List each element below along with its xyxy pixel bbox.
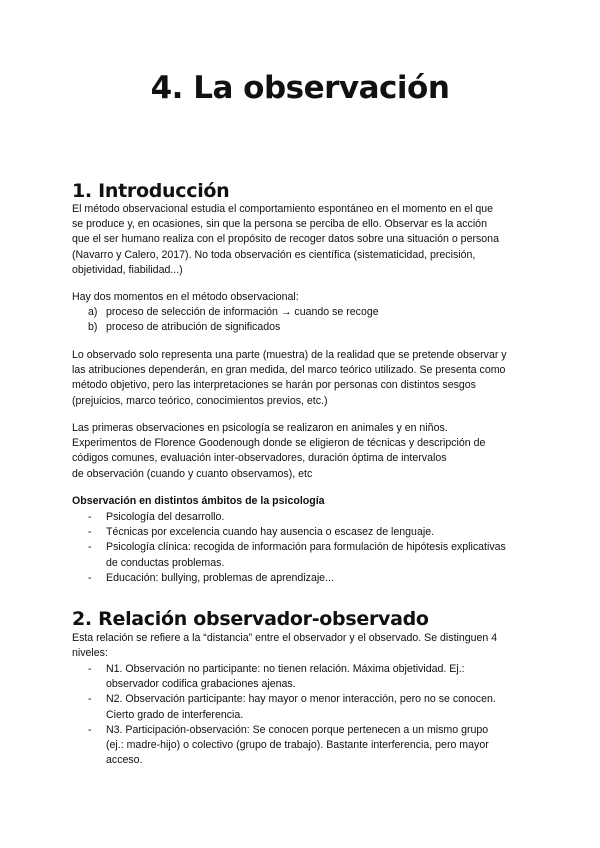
- text-line: Esta relación se refiere a la “distancia” entre el observador y el observado. Se distinguen 4: [72, 632, 498, 644]
- list-marker: b): [88, 321, 98, 334]
- list-item-text: [106, 525, 542, 540]
- areas-list: [72, 510, 542, 586]
- text-line: Psicología clínica: recogida de información para formulación de hipótesis explicativas: [106, 541, 506, 554]
- text-line: Cierto grado de interferencia.: [106, 708, 244, 721]
- list-item-text: [106, 692, 542, 722]
- section-heading-introduccion: 1. Introducción: [72, 180, 230, 202]
- text-line: Psicología del desarrollo.: [106, 511, 225, 523]
- text-line: método objetivo, pero las interpretaciones se harán por personas con distintos sesgos: [72, 379, 476, 392]
- text-line: (ej.: madre-hijo) o colectivo (grupo de trabajo). Bastante interferencia, pero mayor: [106, 739, 489, 752]
- list-item-text: [106, 540, 542, 570]
- list-item: [72, 525, 542, 540]
- sample-paragraph: [72, 348, 542, 409]
- text-line: N1. Observación no participante: no tienen relación. Máxima objetividad. Ej.:: [106, 663, 465, 675]
- text-line: Hay dos momentos en el método observacional:: [72, 291, 299, 303]
- text-line: N3. Participación-observación: Se conocen porque pertenecen a un mismo grupo: [106, 723, 489, 736]
- list-item-text: [106, 662, 542, 692]
- page-title: 4. La observación: [150, 70, 450, 106]
- text-line: acceso.: [106, 754, 143, 767]
- text-line: (prejuicios, marco teórico, conocimientos previos, etc.): [72, 394, 328, 407]
- list-item-text: [106, 571, 542, 586]
- text-line: Educación: bullying, problemas de aprendizaje...: [106, 571, 334, 584]
- text-line: (Navarro y Calero, 2017). No toda observación es científica (sistematicidad, precisión,: [72, 248, 476, 261]
- text-line: las atribuciones dependerán, en gran medida, del marco teórico utilizado. Se presenta como: [72, 364, 506, 377]
- list-item: [72, 510, 542, 525]
- moments-list: [72, 305, 542, 335]
- list-item: [72, 540, 542, 570]
- text-line: Las primeras observaciones en psicología se realizaron en animales y en niños.: [72, 422, 448, 434]
- text-line: Técnicas por excelencia cuando hay ausencia o escasez de lenguaje.: [106, 526, 435, 539]
- list-marker: -: [88, 663, 92, 675]
- list-item-text: proceso de atribución de significados: [106, 321, 281, 334]
- list-marker: -: [88, 511, 92, 523]
- text-line: objetividad, fiabilidad...): [72, 263, 183, 276]
- history-paragraph: [72, 421, 542, 482]
- text-line: que el ser humano realiza con el propósito de recoger datos sobre una situación o persona: [72, 233, 499, 246]
- text-line: Experimentos de Florence Goodenough donde se eligieron de técnicas y descripción de: [72, 437, 486, 450]
- list-item: [72, 692, 542, 722]
- list-marker: a): [88, 306, 98, 318]
- list-marker: -: [88, 526, 92, 539]
- list-item: [72, 320, 542, 335]
- text-line: El método observacional estudia el comportamiento espontáneo en el momento en el que: [72, 203, 494, 215]
- section-heading-relacion: 2. Relación observador-observado: [72, 608, 429, 630]
- text-line: códigos comunes, evaluación inter-observadores, duración óptima de intervalos: [72, 452, 447, 465]
- relation-intro: [72, 631, 542, 661]
- levels-list: [72, 662, 542, 768]
- moments-intro: [72, 290, 542, 305]
- text-line: observador codifica grabaciones ajenas.: [106, 678, 296, 691]
- areas-subheading: Observación en distintos ámbitos de la psicología: [72, 495, 325, 507]
- list-marker: -: [88, 693, 92, 706]
- list-item-text: [106, 510, 542, 525]
- text-line: de observación (cuando y cuanto observamos), etc: [72, 467, 313, 480]
- text-line: Lo observado solo representa una parte (muestra) de la realidad que se pretende observar y: [72, 349, 507, 361]
- list-item: [72, 662, 542, 692]
- list-item: [72, 571, 542, 586]
- list-marker: -: [88, 541, 92, 554]
- list-item: [72, 723, 542, 769]
- text-line: N2. Observación participante: hay mayor o menor interacción, pero no se conocen.: [106, 693, 496, 706]
- text-line: niveles:: [72, 647, 108, 660]
- list-item-text: proceso de selección de información → cuando se recoge: [106, 306, 379, 318]
- intro-paragraph: [72, 202, 542, 278]
- text-line: de conductas problemas.: [106, 556, 225, 569]
- list-item-text: [106, 723, 542, 769]
- list-item: [72, 305, 542, 320]
- list-marker: -: [88, 723, 92, 736]
- list-marker: -: [88, 571, 92, 584]
- text-line: se produce y, en ocasiones, sin que la persona se perciba de ello. Observar es la acción: [72, 218, 487, 231]
